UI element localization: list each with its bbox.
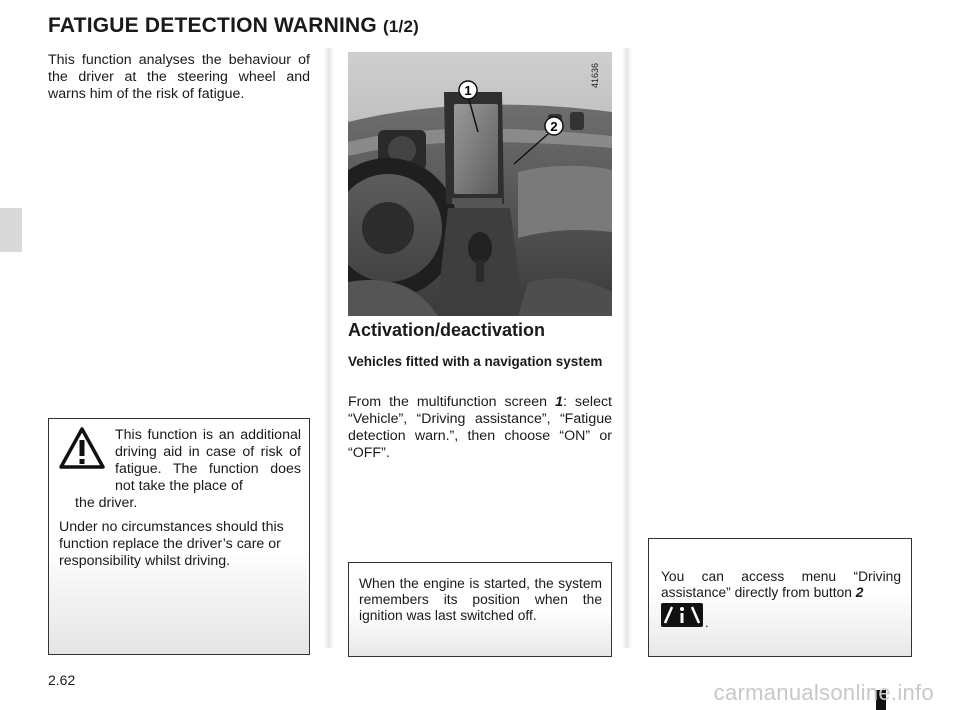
title-suffix: (1/2) <box>383 17 419 36</box>
instructions-text-start: From the multifunction screen <box>348 394 556 410</box>
tip-text-start: You can access menu “Driving assistance” directly from button <box>661 569 901 600</box>
driving-assist-button-icon <box>661 603 703 627</box>
intro-paragraph: This function analyses the behaviour of the driver at the steering wheel and warns him of the risk of fatigue. <box>48 52 310 102</box>
activation-instructions <box>348 394 612 462</box>
callout-label-2: 2 <box>550 119 558 134</box>
tip-button-ref: 2 <box>855 585 864 600</box>
title-main: FATIGUE DETECTION WARNING <box>48 14 377 37</box>
dashboard-illustration <box>348 52 612 316</box>
page-title <box>48 14 419 38</box>
figure-code: 41636 <box>590 62 600 88</box>
page-number: 2.62 <box>48 672 76 688</box>
tip-box <box>648 538 912 657</box>
note-box <box>348 562 612 657</box>
tip-text <box>661 569 901 601</box>
tip-text-end: . <box>705 615 709 630</box>
section-heading: Activation/deactivation <box>348 320 546 340</box>
warning-text-main: This function is an additional driving aid in case of risk of fatigue. The function does not take the place of <box>115 427 301 494</box>
note-text: When the engine is started, the system remembers its position when the ignition was last switched off. <box>359 576 602 623</box>
dashboard-photo <box>348 52 612 316</box>
instructions-screen-ref: 1 <box>555 394 563 410</box>
column-divider-left <box>324 48 334 648</box>
section-subheading: Vehicles fitted with a navigation system <box>348 354 603 369</box>
chapter-tab <box>0 208 22 252</box>
callout-label-1: 1 <box>464 83 472 98</box>
warning-box <box>48 418 310 655</box>
warning-triangle-icon <box>59 427 105 469</box>
instructions-text-end: : select “Vehicle”, “Driving assistance”, “Fatigue detection warn.”, then choose “ON” or “OFF”. <box>348 394 612 461</box>
watermark-text: carmanualsonline.info <box>713 680 934 705</box>
column-divider-right <box>622 48 632 648</box>
warning-text-secondary: Under no circumstances should this function replace the driver’s care or responsibility whilst driving. <box>59 519 284 569</box>
warning-text-tail: the driver. <box>75 495 138 511</box>
